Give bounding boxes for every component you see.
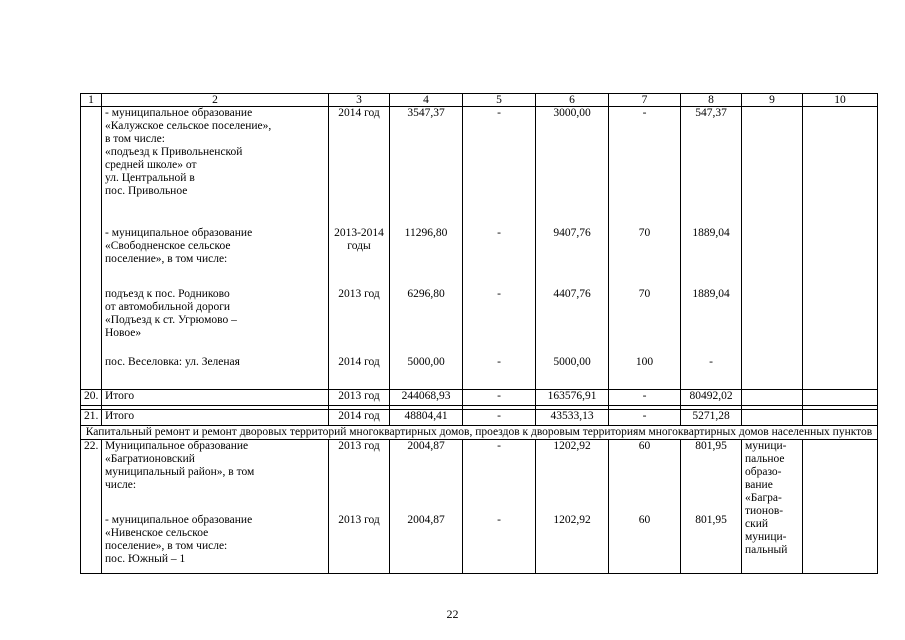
header-row: [81, 94, 878, 107]
col9-cell: [742, 390, 803, 406]
row-number: 20.: [81, 390, 102, 406]
section-title: Капитальный ремонт и ремонт дворовых территорий многоквартирных домов, проездов к дворовым территориям многоквартирных домов населенных пунктов: [81, 426, 878, 440]
col10-cell: [803, 107, 878, 390]
entry-name: - муниципальное образование «Свободненское сельское поселение», в том числе:: [105, 227, 253, 265]
table-row-block22: [81, 440, 878, 574]
year-cell: 2013 год: [329, 390, 390, 406]
year-cell: 2014 год: [329, 410, 390, 426]
col8-cell: 80492,02: [681, 390, 742, 406]
header-cell: 10: [803, 94, 878, 107]
col5-cell: - -: [463, 440, 536, 574]
year-cell: 2014 год 2013-2014 годы 2013 год 2014 год: [329, 107, 390, 390]
table-row-block1: [81, 107, 878, 390]
executor-cell: муници- пальное образо- вание «Багра- тионов- ский муници- пальный: [742, 440, 803, 574]
col7-cell: -: [609, 390, 681, 406]
col6-cell: 3000,00 9407,76 4407,76 5000,00: [536, 107, 609, 390]
table-row-total: [81, 410, 878, 426]
col6-cell: 43533,13: [536, 410, 609, 426]
col9-cell: [742, 410, 803, 426]
header-cell: 9: [742, 94, 803, 107]
year-cell: 2013 год 2013 год: [329, 440, 390, 574]
col8-cell: 801,95 801,95: [681, 440, 742, 574]
total-label: Итого: [102, 410, 329, 426]
col9-cell: [742, 107, 803, 390]
section-header-row: [81, 426, 878, 440]
total-cost-cell: 3547,37 11296,80 6296,80 5000,00: [390, 107, 463, 390]
col5-cell: -: [463, 410, 536, 426]
row-number: 21.: [81, 410, 102, 426]
header-cell: 2: [102, 94, 329, 107]
header-cell: 5: [463, 94, 536, 107]
total-cost-cell: 244068,93: [390, 390, 463, 406]
header-cell: 6: [536, 94, 609, 107]
table-row-total: [81, 390, 878, 406]
col5-cell: -: [463, 390, 536, 406]
col10-cell: [803, 410, 878, 426]
total-cost-cell: 2004,87 2004,87: [390, 440, 463, 574]
entry-name: - муниципальное образование «Нивенское сельское поселение», в том числе: пос. Южный – 1: [105, 514, 253, 565]
header-cell: 3: [329, 94, 390, 107]
budget-table: [80, 93, 878, 574]
entry-name: пос. Веселовка: ул. Зеленая: [105, 356, 240, 368]
col10-cell: [803, 390, 878, 406]
entry-name: - муниципальное образование «Калужское сельское поселение», в том числе: «подъезд к Привольненской средней школе» от ул. Центральной в пос. Привольное: [105, 107, 272, 197]
page-number: 22: [446, 607, 459, 621]
col7-cell: -: [609, 410, 681, 426]
entry-name: подъезд к пос. Родниково от автомобильной дороги «Подъезд к ст. Угрюмово – Новое»: [105, 288, 237, 339]
col6-cell: 1202,92 1202,92: [536, 440, 609, 574]
col10-cell: [803, 440, 878, 574]
header-cell: 8: [681, 94, 742, 107]
municipality-cell: [102, 440, 329, 574]
header-cell: 4: [390, 94, 463, 107]
entry-name: Муниципальное образование «Багратионовский муниципальный район», в том числе:: [105, 440, 255, 491]
col8-cell: 547,37 1889,04 1889,04 -: [681, 107, 742, 390]
total-label: Итого: [102, 390, 329, 406]
col8-cell: 5271,28: [681, 410, 742, 426]
row-number: 22.: [81, 440, 102, 574]
municipality-cell: [102, 107, 329, 390]
row-number: [81, 107, 102, 390]
total-cost-cell: 48804,41: [390, 410, 463, 426]
col5-cell: - - - -: [463, 107, 536, 390]
col6-cell: 163576,91: [536, 390, 609, 406]
col7-cell: 60 60: [609, 440, 681, 574]
header-cell: 1: [81, 94, 102, 107]
header-cell: 7: [609, 94, 681, 107]
col7-cell: - 70 70 100: [609, 107, 681, 390]
